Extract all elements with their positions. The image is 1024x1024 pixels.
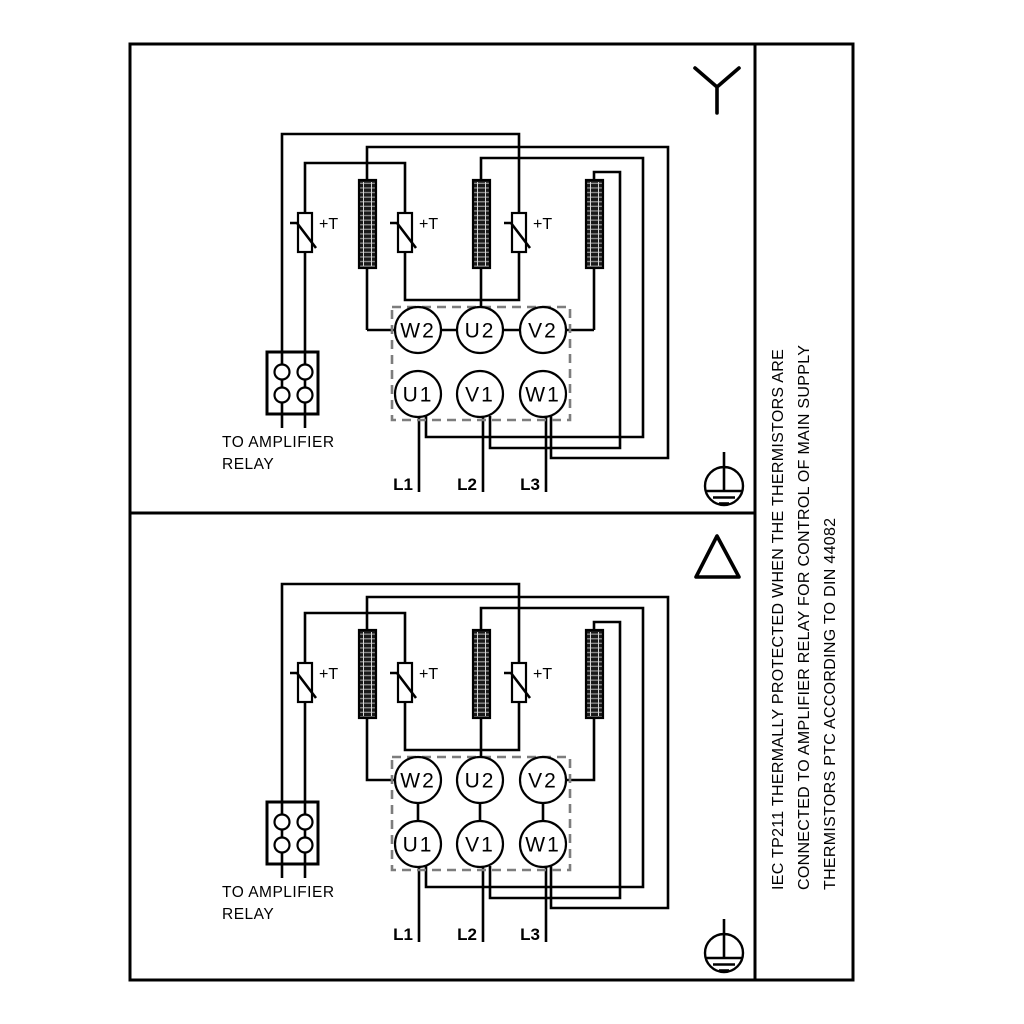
motor-winding-coil xyxy=(473,630,490,718)
thermistor-label: +T xyxy=(319,666,339,683)
svg-text:V1: V1 xyxy=(465,833,495,857)
motor-winding-coil xyxy=(359,180,376,268)
thermistor-label: +T xyxy=(419,216,439,233)
relay-terminal-contact xyxy=(275,838,290,853)
supply-line-label-l1: L1 xyxy=(393,475,413,494)
ptc-thermistor-symbol xyxy=(390,663,438,702)
relay-terminal-contact xyxy=(298,365,313,380)
svg-text:V2: V2 xyxy=(528,319,558,343)
delta-connection-panel xyxy=(222,536,743,972)
ptc-thermistor-symbol xyxy=(504,213,552,252)
ptc-thermistor-symbol xyxy=(290,663,338,702)
terminal-w1 xyxy=(520,821,566,867)
terminal-w2 xyxy=(395,307,441,353)
star-connection-panel xyxy=(222,68,743,505)
relay-terminal-contact xyxy=(298,838,313,853)
relay-terminal-contact xyxy=(275,815,290,830)
svg-text:U1: U1 xyxy=(402,383,434,407)
supply-line-label-l1: L1 xyxy=(393,925,413,944)
side-note-line: IEC TP211 THERMALLY PROTECTED WHEN THE THERMISTORS ARE xyxy=(770,348,787,890)
supply-line-label-l3: L3 xyxy=(520,475,540,494)
terminal-w1 xyxy=(520,371,566,417)
protective-earth-icon xyxy=(705,452,743,505)
thermistor-label: +T xyxy=(419,666,439,683)
relay-terminal-contact xyxy=(275,388,290,403)
supply-line-label-l3: L3 xyxy=(520,925,540,944)
terminal-u2 xyxy=(457,307,503,353)
svg-text:W1: W1 xyxy=(525,383,561,407)
terminal-w2 xyxy=(395,757,441,803)
motor-winding-coil xyxy=(586,630,603,718)
terminal-v1 xyxy=(457,371,503,417)
relay-caption-line1: TO AMPLIFIER xyxy=(222,884,335,901)
motor-winding-coil xyxy=(359,630,376,718)
thermistor-label: +T xyxy=(533,666,553,683)
svg-text:W2: W2 xyxy=(400,769,436,793)
supply-line-label-l2: L2 xyxy=(457,925,477,944)
thermistor-label: +T xyxy=(533,216,553,233)
motor-winding-coil xyxy=(586,180,603,268)
side-note-line: CONNECTED TO AMPLIFIER RELAY FOR CONTROL OF MAIN SUPPLY xyxy=(796,344,813,890)
relay-caption-line1: TO AMPLIFIER xyxy=(222,434,335,451)
terminal-u1 xyxy=(395,821,441,867)
amplifier-relay-terminal-block xyxy=(267,802,318,864)
terminal-v1 xyxy=(457,821,503,867)
svg-text:U2: U2 xyxy=(464,319,496,343)
svg-text:W2: W2 xyxy=(400,319,436,343)
ptc-thermistor-symbol xyxy=(504,663,552,702)
thermistor-label: +T xyxy=(319,216,339,233)
side-note-line: THERMISTORS PTC ACCORDING TO DIN 44082 xyxy=(822,517,839,890)
svg-text:V1: V1 xyxy=(465,383,495,407)
amplifier-relay-terminal-block xyxy=(267,352,318,414)
motor-winding-coil xyxy=(473,180,490,268)
svg-text:U2: U2 xyxy=(464,769,496,793)
star-connection-icon xyxy=(695,68,739,113)
svg-text:W1: W1 xyxy=(525,833,561,857)
relay-terminal-contact xyxy=(298,388,313,403)
terminal-v2 xyxy=(520,757,566,803)
side-note-column xyxy=(770,345,839,890)
relay-caption-line2: RELAY xyxy=(222,456,275,473)
svg-text:U1: U1 xyxy=(402,833,434,857)
svg-text:V2: V2 xyxy=(528,769,558,793)
delta-connection-icon xyxy=(696,536,739,577)
protective-earth-icon xyxy=(705,919,743,972)
terminal-u2 xyxy=(457,757,503,803)
supply-line-label-l2: L2 xyxy=(457,475,477,494)
terminal-u1 xyxy=(395,371,441,417)
terminal-v2 xyxy=(520,307,566,353)
relay-terminal-contact xyxy=(275,365,290,380)
ptc-thermistor-symbol xyxy=(390,213,438,252)
relay-caption-line2: RELAY xyxy=(222,906,275,923)
relay-terminal-contact xyxy=(298,815,313,830)
ptc-thermistor-symbol xyxy=(290,213,338,252)
